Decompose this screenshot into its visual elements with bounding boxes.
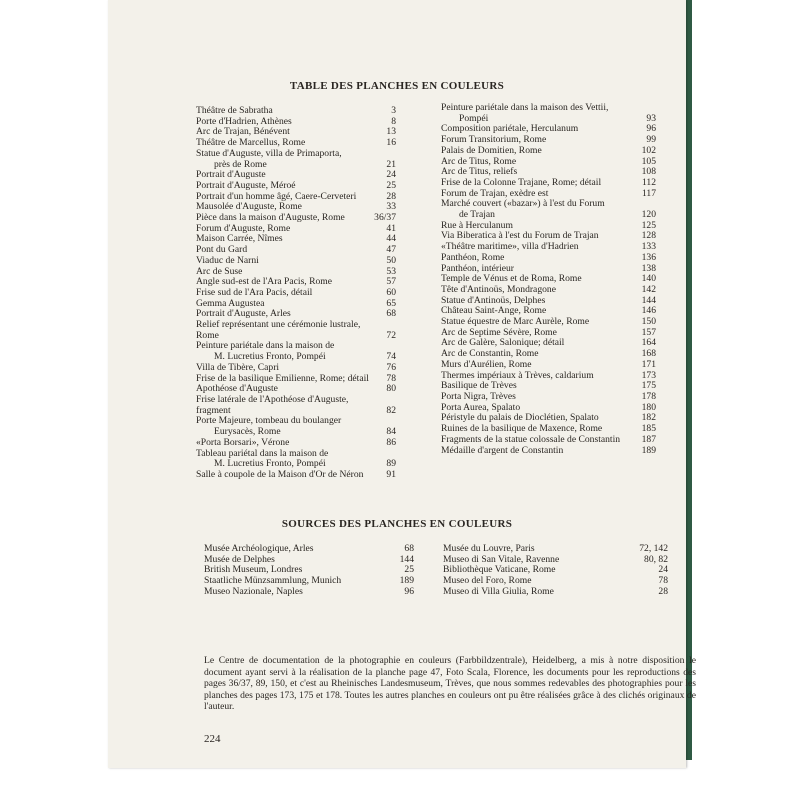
entry-title: Arc de Trajan, Bénévent <box>196 126 290 138</box>
entry-page-number: 125 <box>641 219 656 231</box>
plate-entry <box>441 253 656 264</box>
entry-title: Statue d'Antinoüs, Delphes <box>441 294 546 306</box>
entry-page-number: 89 <box>386 458 396 470</box>
entry-title: Arc de Septime Sévère, Rome <box>441 326 557 338</box>
entry-page-number: 133 <box>641 241 656 253</box>
entry-page-number: 168 <box>641 348 656 360</box>
entry-page-number: 60 <box>386 286 396 298</box>
entry-title: Arc de Suse <box>196 265 243 277</box>
entry-page-number: 47 <box>386 244 396 256</box>
entry-page-number: 142 <box>641 283 656 295</box>
entry-page-number: 44 <box>386 233 396 245</box>
entry-title: Médaille d'argent de Constantin <box>441 444 564 456</box>
entry-page-number: 102 <box>641 144 656 156</box>
entry-page-number: 108 <box>641 166 656 178</box>
entry-page-number: 82 <box>386 404 396 416</box>
entry-title: Mausolée d'Auguste, Rome <box>196 201 302 213</box>
plate-entry <box>196 341 396 362</box>
entry-title: Porte d'Hadrien, Athènes <box>196 115 292 127</box>
plates-left-column <box>196 106 396 481</box>
entry-page-number: 21 <box>386 158 396 170</box>
entry-title: Gemma Augustea <box>196 297 265 309</box>
entry-title: près de Rome <box>214 158 267 170</box>
entry-title: Arc de Titus, Rome <box>441 155 517 167</box>
entry-page-number: 117 <box>641 187 656 199</box>
entry-page-number: 157 <box>641 326 656 338</box>
entry-page-number: 128 <box>641 230 656 242</box>
entry-page-number: 164 <box>641 337 656 349</box>
plate-entry <box>196 449 396 470</box>
plate-entry <box>196 438 396 449</box>
plate-entry <box>196 256 396 267</box>
plates-right-column <box>441 103 656 456</box>
entry-page-number: 144 <box>399 553 414 565</box>
entry-page-number: 50 <box>386 254 396 266</box>
entry-page-number: 53 <box>386 265 396 277</box>
entry-page-number: 25 <box>404 564 414 576</box>
entry-title: Staatliche Münzsammlung, Munich <box>204 575 342 587</box>
plate-entry <box>441 146 656 157</box>
entry-title: Museo di Villa Giulia, Rome <box>443 585 554 597</box>
page-number: 224 <box>204 733 221 745</box>
entry-page-number: 91 <box>386 468 396 480</box>
plate-entry <box>441 435 656 446</box>
entry-title: Panthéon, Rome <box>441 251 505 263</box>
plate-entry <box>441 446 656 457</box>
entry-title: Portrait d'Auguste, Arles <box>196 308 291 320</box>
entry-page-number: 80, 82 <box>644 553 668 565</box>
entry-title: Théâtre de Sabratha <box>196 105 273 116</box>
entry-title: Basilique de Trèves <box>441 380 517 392</box>
entry-title: Porta Nigra, Trèves <box>441 390 516 402</box>
entry-title: Marché couvert («bazar») à l'est du Forum <box>441 198 605 210</box>
entry-title: Portrait d'Auguste, Méroé <box>196 179 296 191</box>
entry-title: Portrait d'un homme âgé, Caere-Cerveteri <box>196 190 357 202</box>
entry-title: Rue à Herculanum <box>441 219 513 231</box>
entry-title: Salle à coupole de la Maison d'Or de Néron <box>196 468 364 480</box>
entry-title: Bibliothèque Vaticane, Rome <box>443 564 556 576</box>
entry-title: «Porta Borsari», Vérone <box>196 436 290 448</box>
sources-table-title: SOURCES DES PLANCHES EN COULEURS <box>281 518 513 530</box>
entry-title: Angle sud-est de l'Ara Pacis, Rome <box>196 276 333 288</box>
entry-title: Musée du Louvre, Paris <box>443 543 535 554</box>
entry-title: Tableau pariétal dans la maison de <box>196 447 329 459</box>
entry-title: Palais de Domitien, Rome <box>441 144 542 156</box>
entry-title: Temple de Vénus et de Roma, Rome <box>441 273 582 285</box>
entry-title: Composition pariétale, Herculanum <box>441 123 579 135</box>
entry-page-number: 150 <box>641 316 656 328</box>
entry-page-number: 65 <box>386 297 396 309</box>
entry-title: Relief représentant une cérémonie lustrale, Rome <box>196 319 361 341</box>
entry-title: Frise de la Colonne Trajane, Rome; détail <box>441 176 602 188</box>
entry-page-number: 146 <box>641 305 656 317</box>
entry-page-number: 144 <box>641 294 656 306</box>
photo-credits-paragraph: Le Centre de documentation de la photographie en couleurs (Farbbildzentrale), Heidelberg, a mis à notre disposition le document ayant servi à la réalisation de la planche page 47, Foto Scala, Florence, les documents pour les reproductions des pages 36/37, 89, 150, et c'est au Rheinisches Landesmuseum, Trèves, que nous sommes redevables des photographies pour les planches des pages 173, 175 et 178. Toutes les autres planches en couleurs ont pu être réalisées grâce à des clichés originaux de l'auteur. <box>204 655 696 713</box>
entry-page-number: 68 <box>404 543 414 554</box>
entry-page-number: 112 <box>641 176 656 188</box>
entry-page-number: 28 <box>386 190 396 202</box>
sources-right-column <box>443 544 668 598</box>
entry-title: Pont du Gard <box>196 244 248 256</box>
entry-title: Thermes impériaux à Trèves, caldarium <box>441 369 594 381</box>
entry-page-number: 8 <box>391 115 396 127</box>
entry-title: Via Biberatica à l'est du Forum de Trajan <box>441 230 599 242</box>
entry-page-number: 96 <box>646 123 656 135</box>
entry-page-number: 74 <box>386 351 396 363</box>
plates-table-title: TABLE DES PLANCHES EN COULEURS <box>289 80 505 92</box>
entry-page-number: 173 <box>641 369 656 381</box>
entry-title: Ruines de la basilique de Maxence, Rome <box>441 423 603 435</box>
entry-title: Villa de Tibère, Capri <box>196 361 280 373</box>
entry-title: Musée Archéologique, Arles <box>204 543 314 554</box>
entry-title: Porta Aurea, Spalato <box>441 401 521 413</box>
entry-page-number: 187 <box>641 433 656 445</box>
entry-title: Fragments de la statue colossale de Constantin <box>441 433 621 445</box>
entry-title: Arc de Constantin, Rome <box>441 348 539 360</box>
entry-page-number: 84 <box>386 426 396 438</box>
entry-title: Portrait d'Auguste <box>196 169 266 181</box>
entry-page-number: 36/37 <box>374 212 396 224</box>
entry-page-number: 96 <box>404 585 414 597</box>
entry-title: M. Lucretius Fronto, Pompéi <box>214 458 326 470</box>
entry-title: de Trajan <box>459 209 495 221</box>
entry-title: Musée de Delphes <box>204 553 275 565</box>
entry-page-number: 76 <box>386 361 396 373</box>
entry-title: Pompéi <box>459 112 489 124</box>
entry-page-number: 24 <box>658 564 668 576</box>
entry-title: Maison Carrée, Nîmes <box>196 233 283 245</box>
entry-title: Apothéose d'Auguste <box>196 383 278 395</box>
entry-page-number: 33 <box>386 201 396 213</box>
entry-page-number: 41 <box>386 222 396 234</box>
entry-page-number: 3 <box>391 105 396 116</box>
entry-title: Forum Transitorium, Rome <box>441 134 547 146</box>
entry-title: British Museum, Londres <box>204 564 303 576</box>
entry-page-number: 178 <box>641 390 656 402</box>
entry-page-number: 78 <box>658 575 668 587</box>
plate-entry <box>196 470 396 481</box>
entry-page-number: 25 <box>386 179 396 191</box>
entry-title: Arc de Titus, reliefs <box>441 166 518 178</box>
entry-title: Peinture pariétale dans la maison de <box>196 340 335 352</box>
entry-page-number: 120 <box>641 209 656 221</box>
entry-title: Museo del Foro, Rome <box>443 575 532 587</box>
entry-title: Statue équestre de Marc Aurèle, Rome <box>441 316 590 328</box>
entry-page-number: 57 <box>386 276 396 288</box>
source-entry <box>443 587 668 598</box>
entry-page-number: 78 <box>386 372 396 384</box>
entry-page-number: 138 <box>641 262 656 274</box>
plate-entry <box>441 199 656 220</box>
entry-page-number: 72 <box>386 329 396 341</box>
entry-page-number: 13 <box>386 126 396 138</box>
entry-page-number: 68 <box>386 308 396 320</box>
entry-page-number: 136 <box>641 251 656 263</box>
entry-page-number: 182 <box>641 412 656 424</box>
entry-title: Peinture pariétale dans la maison des Vettii, <box>441 102 609 113</box>
sources-left-column <box>204 544 414 598</box>
entry-page-number: 189 <box>641 444 656 456</box>
entry-title: Frise sud de l'Ara Pacis, détail <box>196 286 313 298</box>
entry-page-number: 86 <box>386 436 396 448</box>
entry-title: Museo di San Vitale, Ravenne <box>443 553 560 565</box>
plate-entry <box>196 416 396 437</box>
entry-title: Frise de la basilique Emilienne, Rome; détail <box>196 372 369 384</box>
book-page <box>108 0 696 768</box>
plate-entry <box>196 395 396 416</box>
entry-title: Eurysacès, Rome <box>214 426 281 438</box>
entry-title: Porte Majeure, tombeau du boulanger <box>196 415 342 427</box>
entry-page-number: 105 <box>641 155 656 167</box>
entry-page-number: 180 <box>641 401 656 413</box>
entry-title: Tête d'Antinoüs, Mondragone <box>441 283 556 295</box>
entry-title: Péristyle du palais de Dioclétien, Spalato <box>441 412 599 424</box>
entry-title: Panthéon, intérieur <box>441 262 514 274</box>
entry-page-number: 185 <box>641 423 656 435</box>
entry-title: Forum de Trajan, exèdre est <box>441 187 549 199</box>
plate-entry <box>196 363 396 374</box>
entry-page-number: 140 <box>641 273 656 285</box>
entry-title: Forum d'Auguste, Rome <box>196 222 291 234</box>
entry-page-number: 189 <box>399 575 414 587</box>
entry-page-number: 28 <box>658 585 668 597</box>
entry-title: Murs d'Aurélien, Rome <box>441 358 532 370</box>
plate-entry <box>196 149 396 170</box>
entry-title: M. Lucretius Fronto, Pompéi <box>214 351 326 363</box>
entry-page-number: 72, 142 <box>639 543 668 554</box>
entry-title: Château Saint-Ange, Rome <box>441 305 547 317</box>
entry-title: Frise latérale de l'Apothéose d'Auguste, fragment <box>196 393 349 416</box>
entry-title: Statue d'Auguste, villa de Primaporta, <box>196 147 342 159</box>
entry-title: «Théâtre maritime», villa d'Hadrien <box>441 241 579 253</box>
plate-entry <box>441 360 656 371</box>
entry-title: Théâtre de Marcellus, Rome <box>196 137 306 149</box>
entry-page-number: 175 <box>641 380 656 392</box>
entry-title: Viaduc de Narni <box>196 254 259 266</box>
entry-page-number: 93 <box>646 112 656 124</box>
plate-entry <box>196 320 396 341</box>
source-entry <box>204 587 414 598</box>
entry-page-number: 80 <box>386 383 396 395</box>
entry-page-number: 16 <box>386 137 396 149</box>
entry-page-number: 171 <box>641 358 656 370</box>
entry-page-number: 99 <box>646 134 656 146</box>
entry-page-number: 24 <box>386 169 396 181</box>
entry-title: Arc de Galère, Salonique; détail <box>441 337 565 349</box>
entry-title: Museo Nazionale, Naples <box>204 585 303 597</box>
plate-entry <box>441 103 656 124</box>
entry-title: Pièce dans la maison d'Auguste, Rome <box>196 212 345 224</box>
